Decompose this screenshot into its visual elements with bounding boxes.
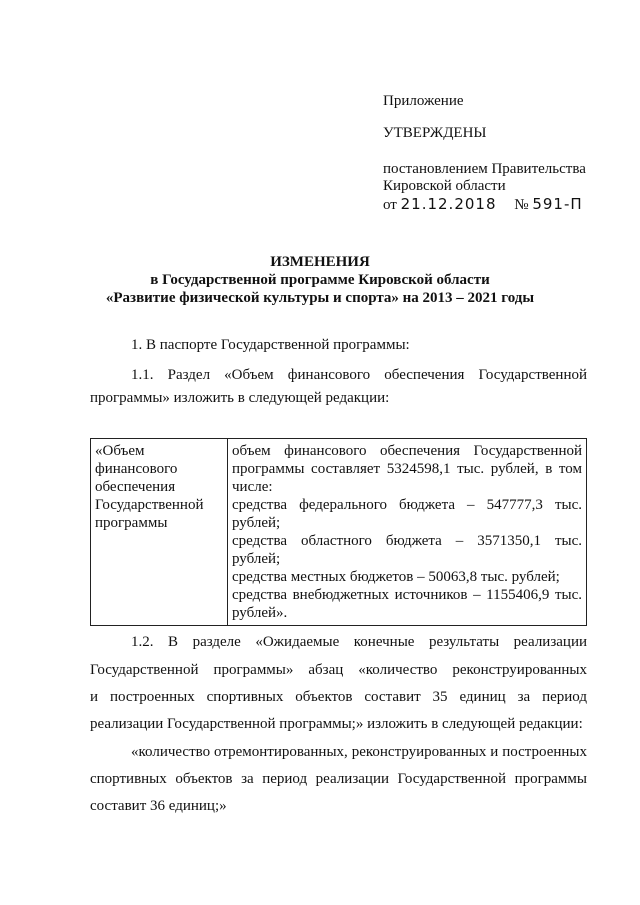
table-cell-label xyxy=(91,439,228,626)
content-line: рублей; xyxy=(232,515,281,531)
section-1-heading: 1. В паспорте Государственной программы: xyxy=(131,337,410,353)
item-1-1-line-2: программы» изложить в следующей редакции: xyxy=(90,390,390,406)
passport-table xyxy=(90,438,587,626)
date-prefix: от xyxy=(383,197,397,213)
item-1-2-line-4: реализации Государственной программы;» изложить в следующей редакции: xyxy=(90,716,583,732)
decree-date-number xyxy=(383,195,583,214)
item-1-1-line-1: 1.1. Раздел «Объем финансового обеспечения Государственной xyxy=(131,367,587,383)
label-line: Государственной xyxy=(95,497,204,513)
decree-line-1: постановлением Правительства xyxy=(383,161,586,177)
document-subtitle-2: «Развитие физической культуры и спорта» на 2013 – 2021 годы xyxy=(105,290,535,306)
item-1-2-line-3: и построенных спортивных объектов составит 35 единиц за период xyxy=(90,689,587,705)
document-subtitle-1: в Государственной программе Кировской области xyxy=(150,272,490,288)
content-line: объем финансового обеспечения Государственной xyxy=(232,443,582,459)
label-line: программы xyxy=(95,515,168,531)
content-line: рублей». xyxy=(232,605,288,621)
handwritten-number: 591-П xyxy=(532,195,583,213)
table-row xyxy=(91,439,587,626)
document-title: ИЗМЕНЕНИЯ xyxy=(270,254,370,270)
quote-line-2: спортивных объектов за период реализации Государственной программы xyxy=(90,771,587,787)
quote-line-3: составит 36 единиц;» xyxy=(90,798,227,814)
appendix-label: Приложение xyxy=(383,93,464,109)
approved-label: УТВЕРЖДЕНЫ xyxy=(383,125,487,141)
decree-line-2: Кировской области xyxy=(383,178,506,194)
content-line: средства местных бюджетов – 50063,8 тыс. рублей; xyxy=(232,569,560,585)
table-cell-content xyxy=(228,439,587,626)
item-1-2-line-2: Государственной программы» абзац «количество реконструированных xyxy=(90,662,587,678)
label-line: финансового xyxy=(95,461,178,477)
content-line: программы составляет 5324598,1 тыс. рублей, в том xyxy=(232,461,582,477)
label-line: обеспечения xyxy=(95,479,176,495)
number-prefix: № xyxy=(514,197,529,213)
handwritten-date: 21.12.2018 xyxy=(400,195,497,213)
quote-line-1: «количество отремонтированных, реконструированных и построенных xyxy=(131,744,587,760)
content-line: средства федерального бюджета – 547777,3 тыс. xyxy=(232,497,582,513)
content-line: средства областного бюджета – 3571350,1 тыс. рублей; xyxy=(232,533,582,567)
label-line: «Объем xyxy=(95,443,145,459)
content-line: средства внебюджетных источников – 1155406,9 тыс. xyxy=(232,587,582,603)
item-1-2-line-1: 1.2. В разделе «Ожидаемые конечные результаты реализации xyxy=(131,634,587,650)
content-line: числе: xyxy=(232,479,273,495)
